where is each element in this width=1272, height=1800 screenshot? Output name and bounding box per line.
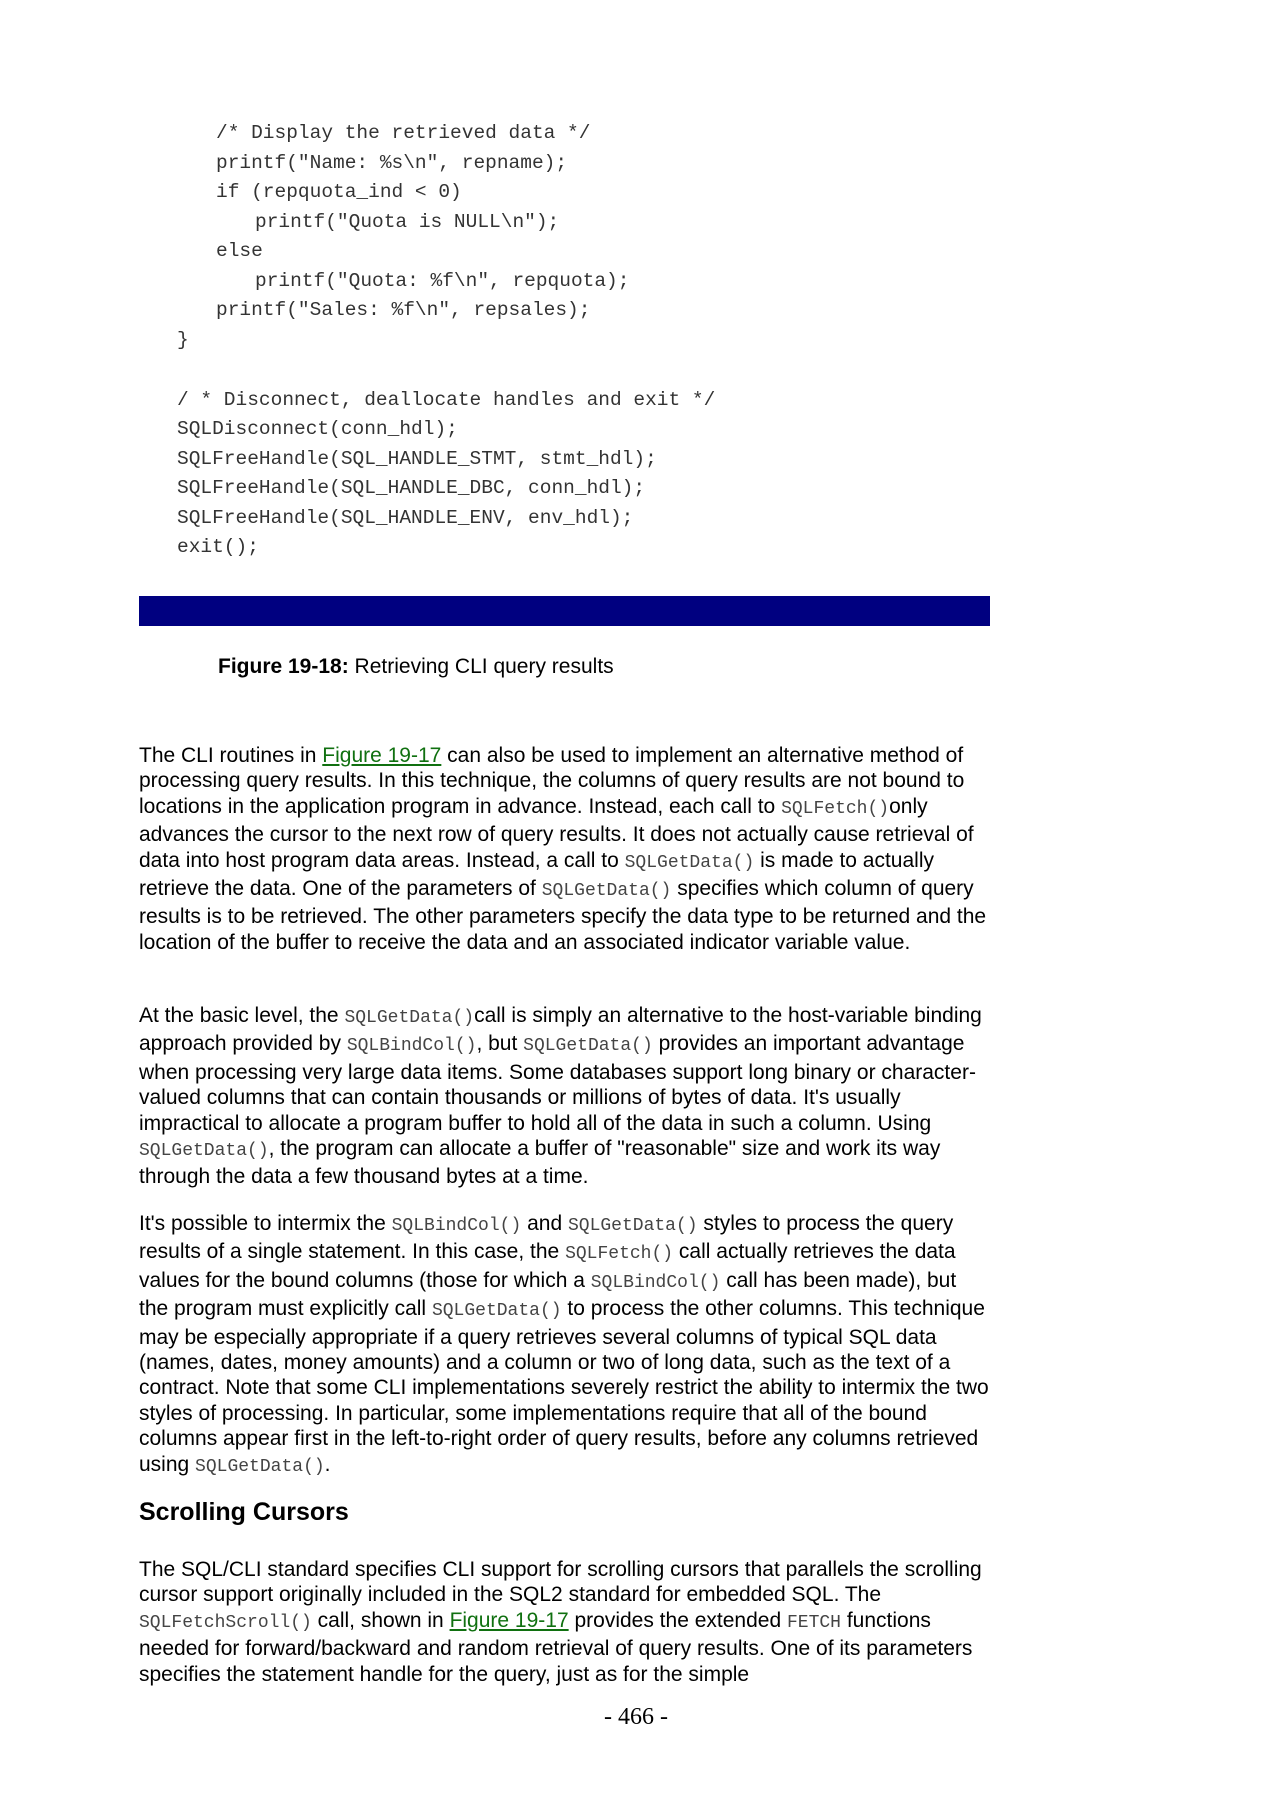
- text-run: functions needed for forward/backward and random retrieval of query results. One of its parameters specifies the statement handle for the query, just as for the simple: [139, 1608, 973, 1686]
- code-inline: SQLGetData(): [344, 1008, 475, 1028]
- paragraph-3: [139, 1211, 990, 1480]
- code-line: SQLFreeHandle(SQL_HANDLE_DBC, conn_hdl);: [177, 477, 646, 499]
- text-run: to process the other columns. This technique may be especially appropriate if a query retrieves several columns of typical SQL data (names, dates, money amounts) and a column or two of long data, such as the text of a contract. Note that some CLI implementations severely restrict the ability to intermix the two styles of processing. In particular, some implementations require that all of the bound columns appear first in the left-to-right order of query results, before any columns retrieved using: [139, 1297, 989, 1476]
- text-run: .: [324, 1452, 331, 1476]
- section-heading: Scrolling Cursors: [139, 1498, 349, 1526]
- code-line: printf("Name: %s\n", repname);: [216, 152, 568, 174]
- page-number: - 466 -: [604, 1704, 668, 1730]
- code-inline: SQLFetchScroll(): [139, 1612, 312, 1633]
- code-inline: SQLFetch(): [781, 798, 890, 819]
- code-inline: SQLGetData(): [567, 1216, 698, 1236]
- code-line: SQLFreeHandle(SQL_HANDLE_ENV, env_hdl);: [177, 507, 634, 529]
- paragraph-2: [139, 1003, 990, 1190]
- text-run: specifies which column of query results is to be retrieved. The other parameters specify the data type to be returned and the location of the buffer to receive the data and an associated indicator variable value.: [139, 877, 987, 954]
- text-run: call has been made), but the program must explicitly call: [139, 1268, 957, 1321]
- text-run: At the basic level, the: [139, 1004, 345, 1027]
- text-run: can also be used to implement an alternative method of processing query results. In this technique, the columns of query results are not bound to locations in the application program in advance. Instead, each call to: [139, 744, 965, 818]
- code-line: if (repquota_ind < 0): [216, 181, 462, 203]
- text-run: call actually retrieves the data values for the bound columns (those for which a: [139, 1240, 956, 1292]
- code-line: printf("Quota: %f\n", repquota);: [255, 270, 630, 292]
- code-inline: SQLGetData(): [624, 852, 755, 873]
- code-inline: SQLGetData(): [541, 881, 672, 902]
- text-run: , but: [476, 1032, 524, 1056]
- figure-divider-bar: [139, 596, 990, 626]
- figure-19-17-link[interactable]: Figure 19-17: [322, 744, 442, 767]
- code-line: exit();: [177, 536, 259, 558]
- figure-19-17-link[interactable]: Figure 19-17: [449, 1608, 569, 1632]
- code-line: SQLDisconnect(conn_hdl);: [177, 418, 458, 440]
- code-inline: SQLBindCol(): [590, 1272, 721, 1293]
- figure-caption-label: Figure 19-18:: [218, 655, 349, 678]
- text-run: is made to actually retrieve the data. One of the parameters of: [139, 848, 935, 901]
- text-run: only advances the cursor to the next row of query results. It does not actually cause retrieval of data into host program data areas. Instead, a call to: [139, 794, 974, 872]
- code-inline: SQLBindCol(): [391, 1216, 522, 1236]
- text-run: provides the extended: [568, 1608, 787, 1632]
- text-run: , the program can allocate a buffer of "reasonable" size and work its way through the data a few thousand bytes at a time.: [139, 1137, 941, 1189]
- code-inline: SQLFetch(): [565, 1244, 674, 1265]
- text-run: call, shown in: [311, 1608, 450, 1632]
- paragraph-4: [139, 1557, 990, 1687]
- code-line: SQLFreeHandle(SQL_HANDLE_STMT, stmt_hdl);: [177, 448, 657, 470]
- text-run: styles to process the query results of a single statement. In this case, the: [139, 1212, 954, 1264]
- code-inline: FETCH: [786, 1612, 841, 1633]
- text-run: and: [521, 1212, 568, 1235]
- code-line: /* Display the retrieved data */: [216, 122, 591, 144]
- text-run: call is simply an alternative to the host-variable binding approach provided by: [139, 1004, 982, 1056]
- text-run: It's possible to intermix the: [139, 1212, 392, 1235]
- code-inline: SQLGetData(): [195, 1456, 325, 1477]
- code-inline: SQLGetData(): [431, 1301, 562, 1322]
- code-inline: SQLGetData(): [523, 1036, 653, 1057]
- code-line: printf("Sales: %f\n", repsales);: [216, 299, 591, 321]
- text-run: provides an important advantage when processing very large data items. Some databases support long binary or character-valued columns that can contain thousands or millions of bytes of data. It's usually impractical to allocate a program buffer to hold all of the data in such a column. Using: [139, 1032, 976, 1135]
- code-line: else: [216, 240, 263, 262]
- code-line: printf("Quota is NULL\n");: [255, 211, 560, 233]
- figure-caption-text: Retrieving CLI query results: [348, 655, 614, 678]
- text-run: The CLI routines in: [139, 744, 323, 767]
- code-inline: SQLBindCol(): [346, 1036, 477, 1057]
- figure-caption: [218, 653, 614, 681]
- paragraph-1: [139, 743, 990, 955]
- text-run: The SQL/CLI standard specifies CLI support for scrolling cursors that parallels the scrolling cursor support originally included in the SQL2 standard for embedded SQL. The: [139, 1558, 982, 1607]
- code-line: / * Disconnect, deallocate handles and exit */: [177, 389, 716, 411]
- code-line: }: [177, 329, 189, 351]
- code-inline: SQLGetData(): [139, 1141, 269, 1162]
